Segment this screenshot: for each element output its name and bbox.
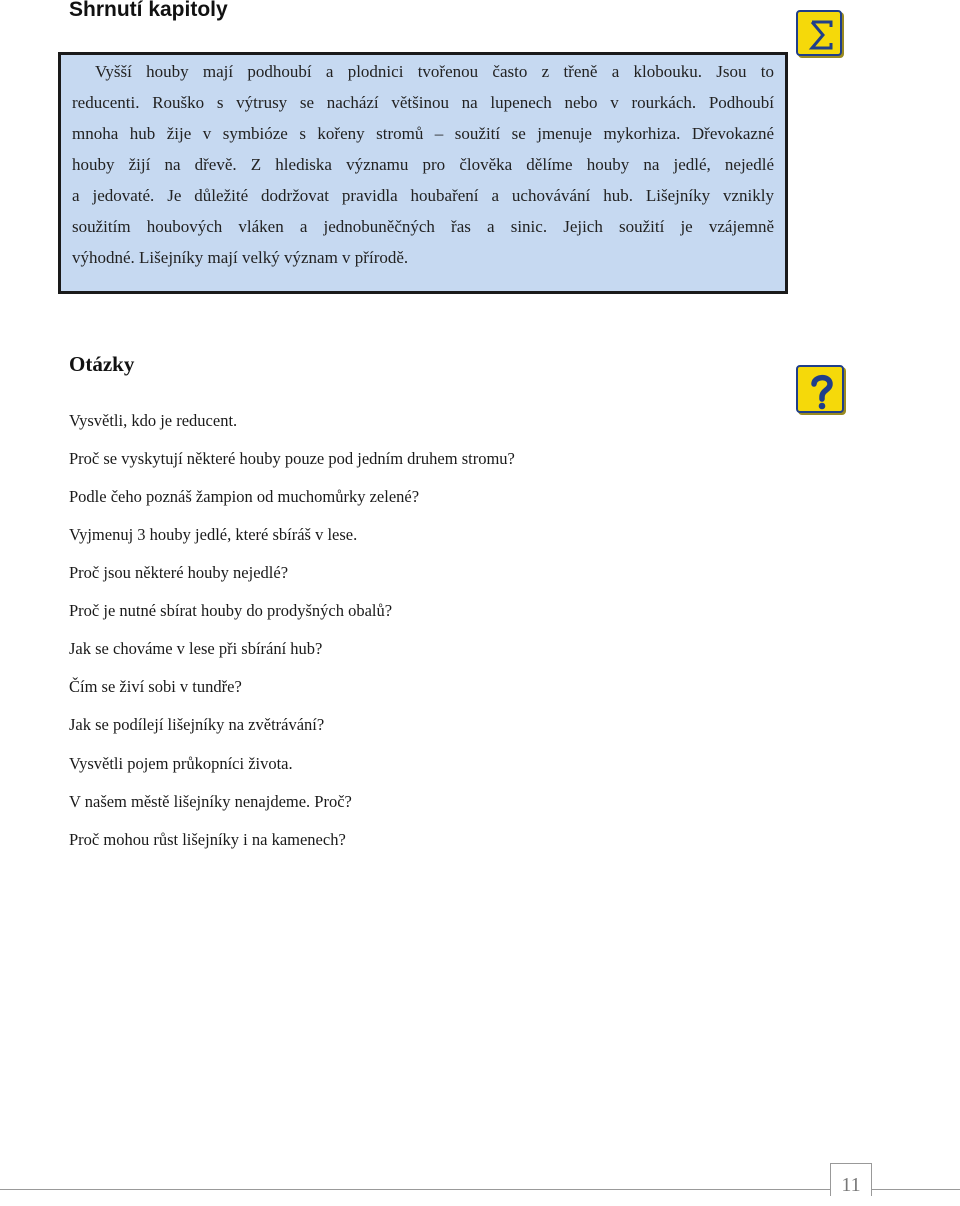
question-item: Proč jsou některé houby nejedlé? (69, 563, 289, 582)
question-item: Proč se vyskytují některé houby pouze pod jedním druhem stromu? (69, 449, 515, 468)
question-item: Vysvětli pojem průkopníci života. (69, 754, 293, 773)
question-item: Proč mohou růst lišejníky i na kamenech? (69, 830, 346, 849)
summary-heading: Shrnutí kapitoly (69, 0, 228, 21)
question-item: Čím se živí sobi v tundře? (69, 677, 242, 696)
summary-line: výhodné. Lišejníky mají velký význam v přírodě. (72, 248, 409, 267)
page-number: 11 (841, 1174, 861, 1196)
summary-line: houby žijí na dřevě. Z hlediska významu pro člověka dělíme houby na jedlé, nejedlé (72, 155, 774, 174)
page-number-box (830, 1163, 872, 1196)
question-item: Vyjmenuj 3 houby jedlé, které sbíráš v lese. (69, 525, 358, 544)
question-item: V našem městě lišejníky nenajdeme. Proč? (69, 792, 352, 811)
summary-line: a jedovaté. Je důležité dodržovat pravidla houbaření a uchovávání hub. Lišejníky vznikly (72, 186, 774, 205)
question-item: Jak se podílejí lišejníky na zvětrávání? (69, 715, 325, 734)
summary-line: reducenti. Rouško s výtrusy se nachází většinou na lupenech nebo v rourkách. Podhoubí (72, 93, 774, 112)
summary-line: Vyšší houby mají podhoubí a plodnici tvořenou často z třeně a klobouku. Jsou to (95, 62, 774, 81)
question-item: Podle čeho poznáš žampion od muchomůrky zelené? (69, 487, 420, 506)
question-item: Proč je nutné sbírat houby do prodyšných obalů? (69, 601, 393, 620)
summary-line: soužitím houbových vláken a jednobuněčných řas a sinic. Jejich soužití je vzájemně (72, 217, 774, 236)
footer-divider (0, 1189, 960, 1190)
questions-heading: Otázky (69, 352, 135, 376)
question-item: Jak se chováme v lese při sbírání hub? (69, 639, 323, 658)
summary-box (58, 52, 788, 294)
question-mark-icon (796, 365, 844, 413)
question-item: Vysvětli, kdo je reducent. (69, 411, 238, 430)
summary-line: mnoha hub žije v symbióze s kořeny stromů – soužití se jmenuje mykorhiza. Dřevokazné (72, 124, 774, 143)
sigma-icon (796, 10, 842, 56)
